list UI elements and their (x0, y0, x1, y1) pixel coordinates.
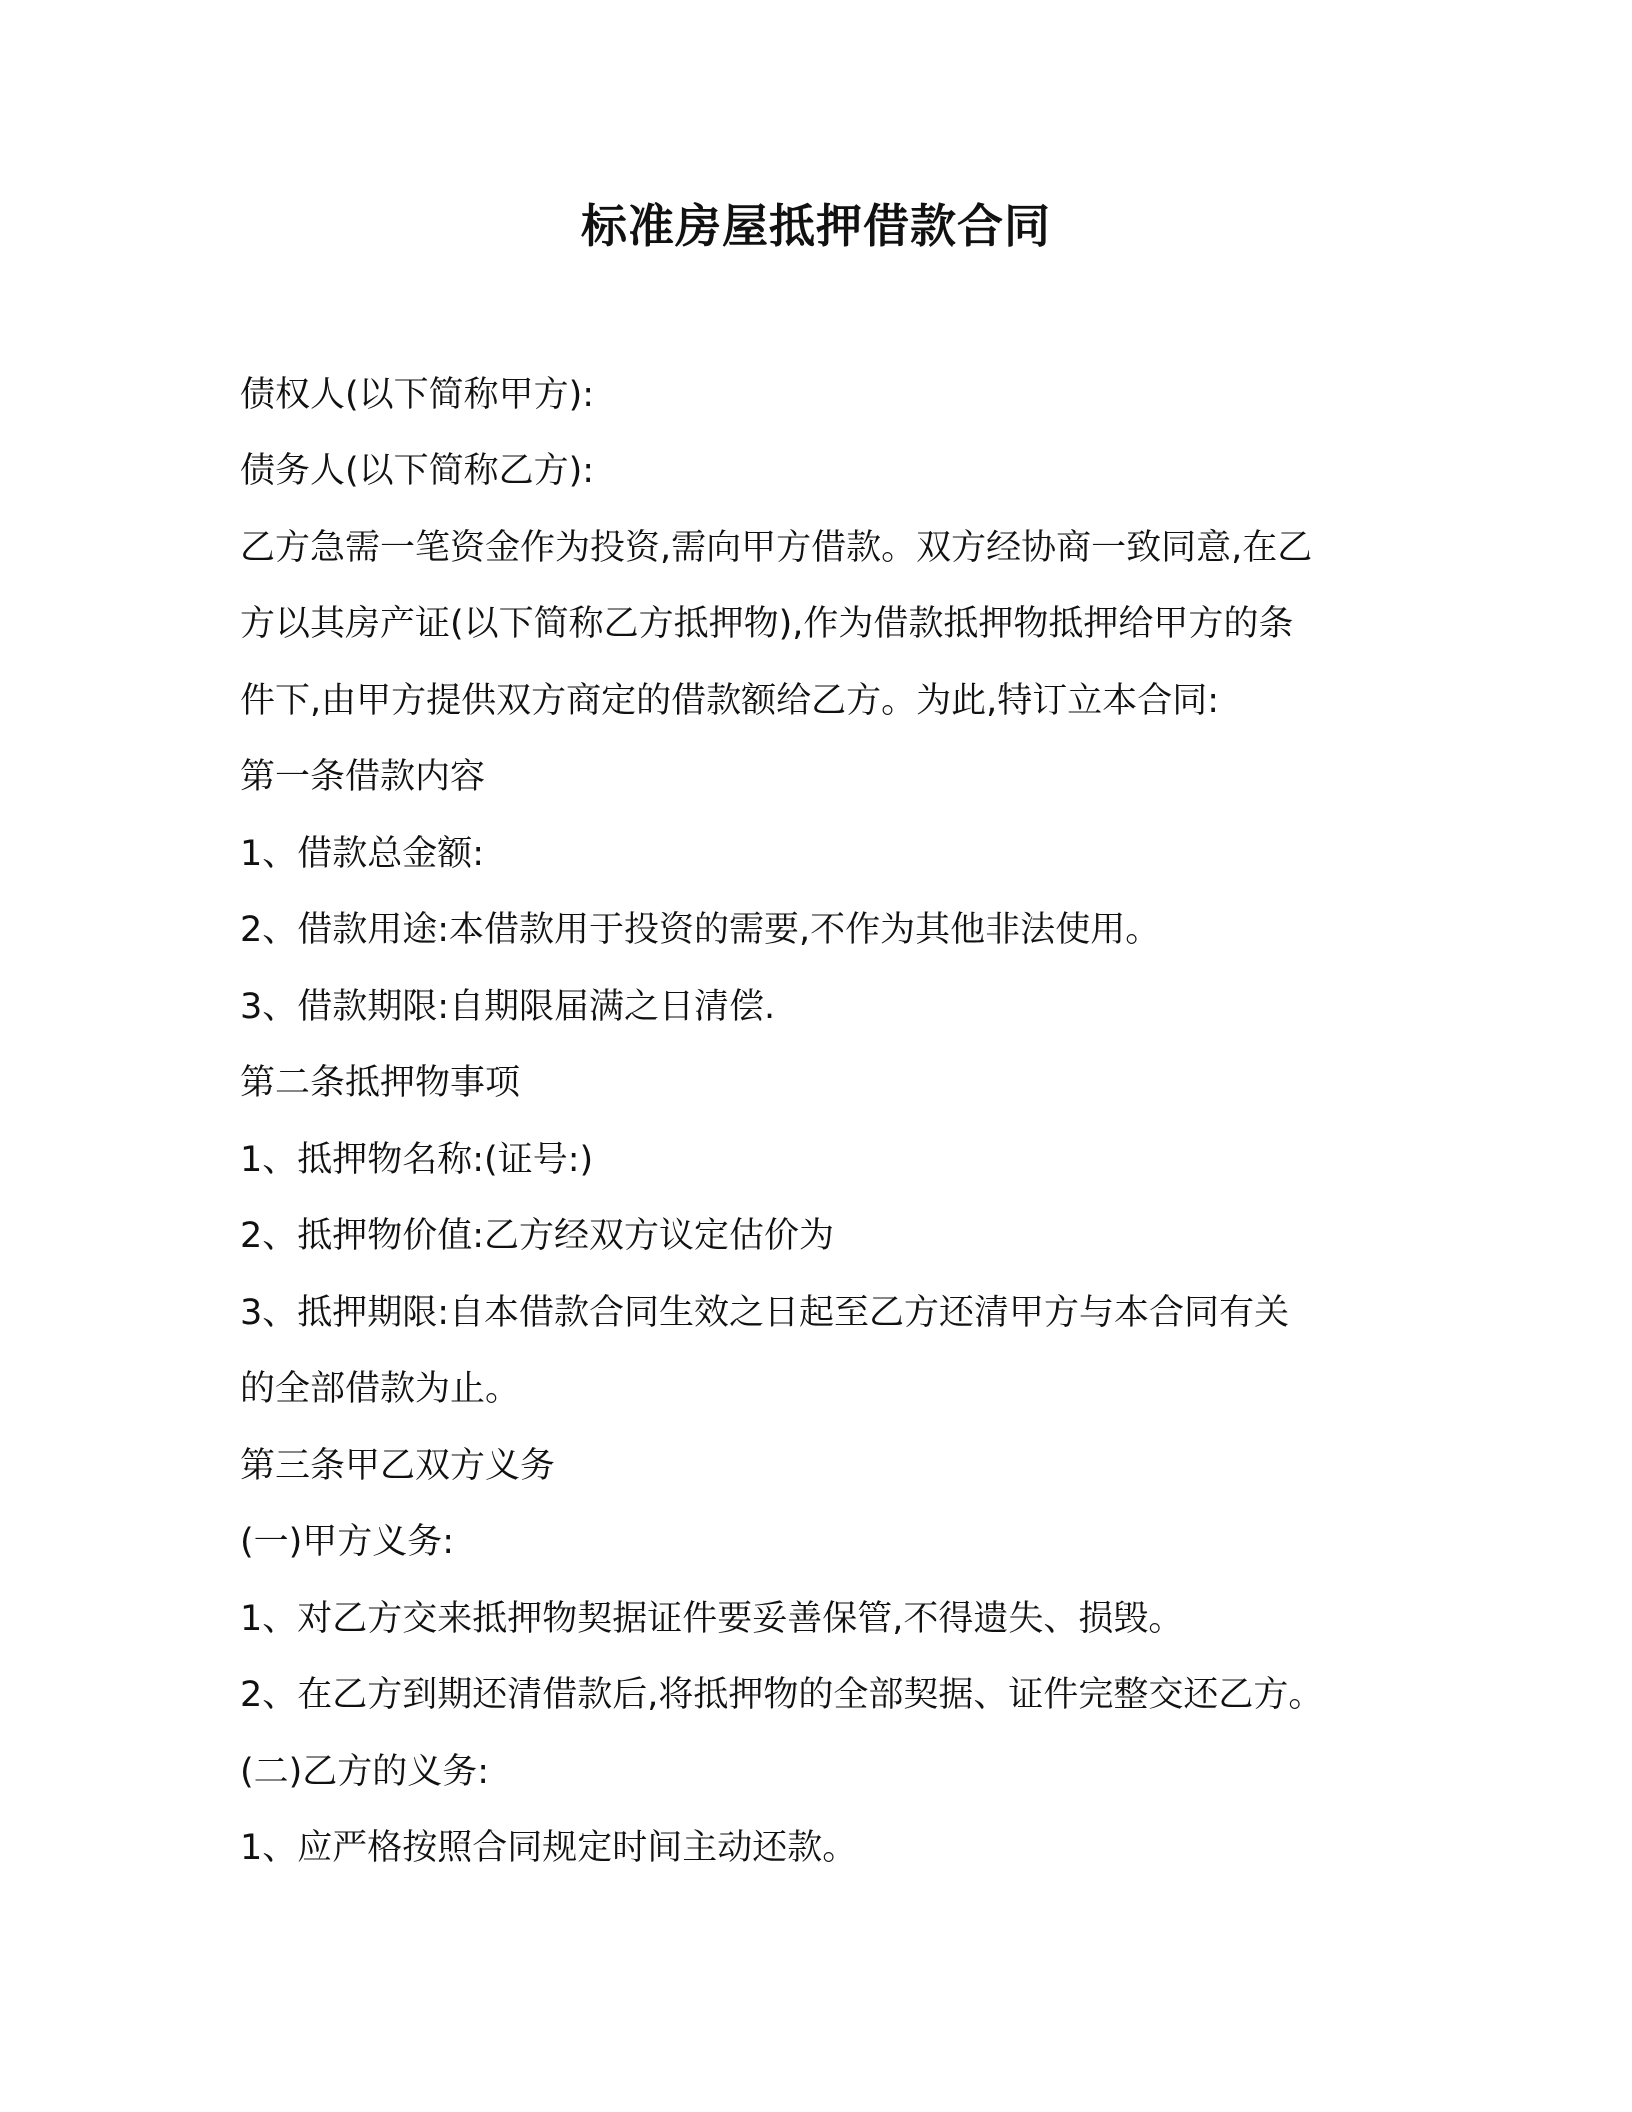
article-2-item-1: 1、抵押物名称:(证号:) (240, 1140, 594, 1180)
article-1-item-1: 1、借款总金额: (240, 834, 485, 874)
article-3-heading: 第三条甲乙双方义务 (240, 1446, 556, 1486)
article-1-item-3: 3、借款期限:自期限届满之日清偿. (240, 987, 776, 1027)
preamble-line-1: 乙方急需一笔资金作为投资,需向甲方借款。双方经协商一致同意,在乙 (240, 528, 1313, 568)
article-1-item-2: 2、借款用途:本借款用于投资的需要,不作为其他非法使用。 (240, 910, 1161, 950)
preamble-line-2: 方以其房产证(以下简称乙方抵押物),作为借款抵押物抵押给甲方的条 (240, 604, 1294, 644)
party-b-duty-1: 1、应严格按照合同规定时间主动还款。 (240, 1828, 858, 1868)
article-1-heading: 第一条借款内容 (240, 757, 486, 797)
creditor-line: 债权人(以下简称甲方): (240, 375, 595, 415)
party-a-duty-1: 1、对乙方交来抵押物契据证件要妥善保管,不得遗失、损毁。 (240, 1599, 1184, 1639)
article-2-item-2: 2、抵押物价值:乙方经双方议定估价为 (240, 1216, 835, 1256)
debtor-line: 债务人(以下简称乙方): (240, 451, 595, 491)
article-2-heading: 第二条抵押物事项 (240, 1063, 521, 1103)
party-a-duties-heading: (一)甲方义务: (240, 1522, 455, 1562)
preamble-line-3: 件下,由甲方提供双方商定的借款额给乙方。为此,特订立本合同: (240, 681, 1220, 721)
article-2-item-3: 3、抵押期限:自本借款合同生效之日起至乙方还清甲方与本合同有关 (240, 1293, 1290, 1333)
party-a-duty-2: 2、在乙方到期还清借款后,将抵押物的全部契据、证件完整交还乙方。 (240, 1675, 1324, 1715)
party-b-duties-heading: (二)乙方的义务: (240, 1752, 490, 1792)
article-2-item-3-cont: 的全部借款为止。 (240, 1369, 521, 1409)
document-title: 标准房屋抵押借款合同 (581, 199, 1051, 253)
